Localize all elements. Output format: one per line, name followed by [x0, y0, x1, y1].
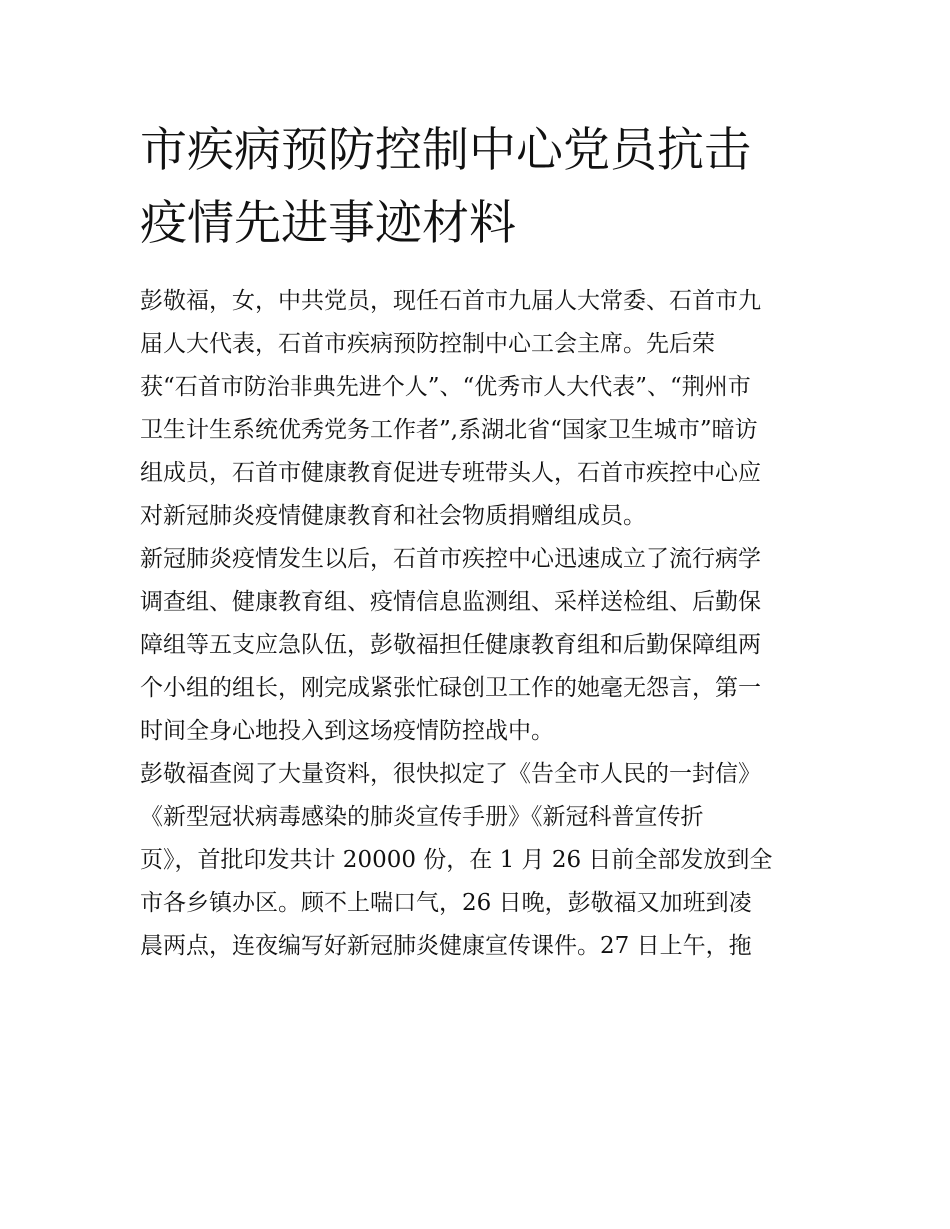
body-line: 时间全身心地投入到这场疫情防控战中。: [140, 718, 554, 744]
body-line: 卫生计生系统优秀党务工作者”,系湖北省“国家卫生城市”暗访: [140, 417, 758, 443]
body-line: 对新冠肺炎疫情健康教育和社会物质捐赠组成员。: [140, 503, 646, 529]
body-line: 页》，首批印发共计 20000 份，在 1 月 26 日前全部发放到全: [140, 847, 773, 873]
body-line: 获“石首市防治非典先进个人”、“优秀市人大代表”、“荆州市: [140, 374, 751, 400]
body-line: 新冠肺炎疫情发生以后，石首市疾控中心迅速成立了流行病学: [140, 546, 761, 572]
body-line: 彭敬福查阅了大量资料，很快拟定了《告全市人民的一封信》: [140, 761, 761, 787]
body-line: 《新型冠状病毒感染的肺炎宣传手册》《新冠科普宣传折: [140, 804, 704, 830]
body-line: 彭敬福，女，中共党员，现任石首市九届人大常委、石首市九: [140, 288, 761, 314]
document-body: [140, 280, 840, 968]
document-title: [140, 114, 840, 260]
title-line: 市疾病预防控制中心党员抗击: [140, 123, 751, 178]
body-line: 晨两点，连夜编写好新冠肺炎健康宣传课件。27 日上午，拖: [140, 933, 752, 959]
title-line: 疫情先进事迹材料: [140, 196, 516, 251]
body-line: 组成员，石首市健康教育促进专班带头人，石首市疾控中心应: [140, 460, 761, 486]
body-line: 调查组、健康教育组、疫情信息监测组、采样送检组、后勤保: [140, 589, 761, 615]
body-line: 届人大代表，石首市疾病预防控制中心工会主席。先后荣: [140, 331, 715, 357]
body-line: 市各乡镇办区。顾不上喘口气，26 日晚，彭敬福又加班到凌: [140, 890, 752, 916]
body-line: 障组等五支应急队伍，彭敬福担任健康教育组和后勤保障组两: [140, 632, 761, 658]
body-line: 个小组的组长，刚完成紧张忙碌创卫工作的她毫无怨言，第一: [140, 675, 761, 701]
